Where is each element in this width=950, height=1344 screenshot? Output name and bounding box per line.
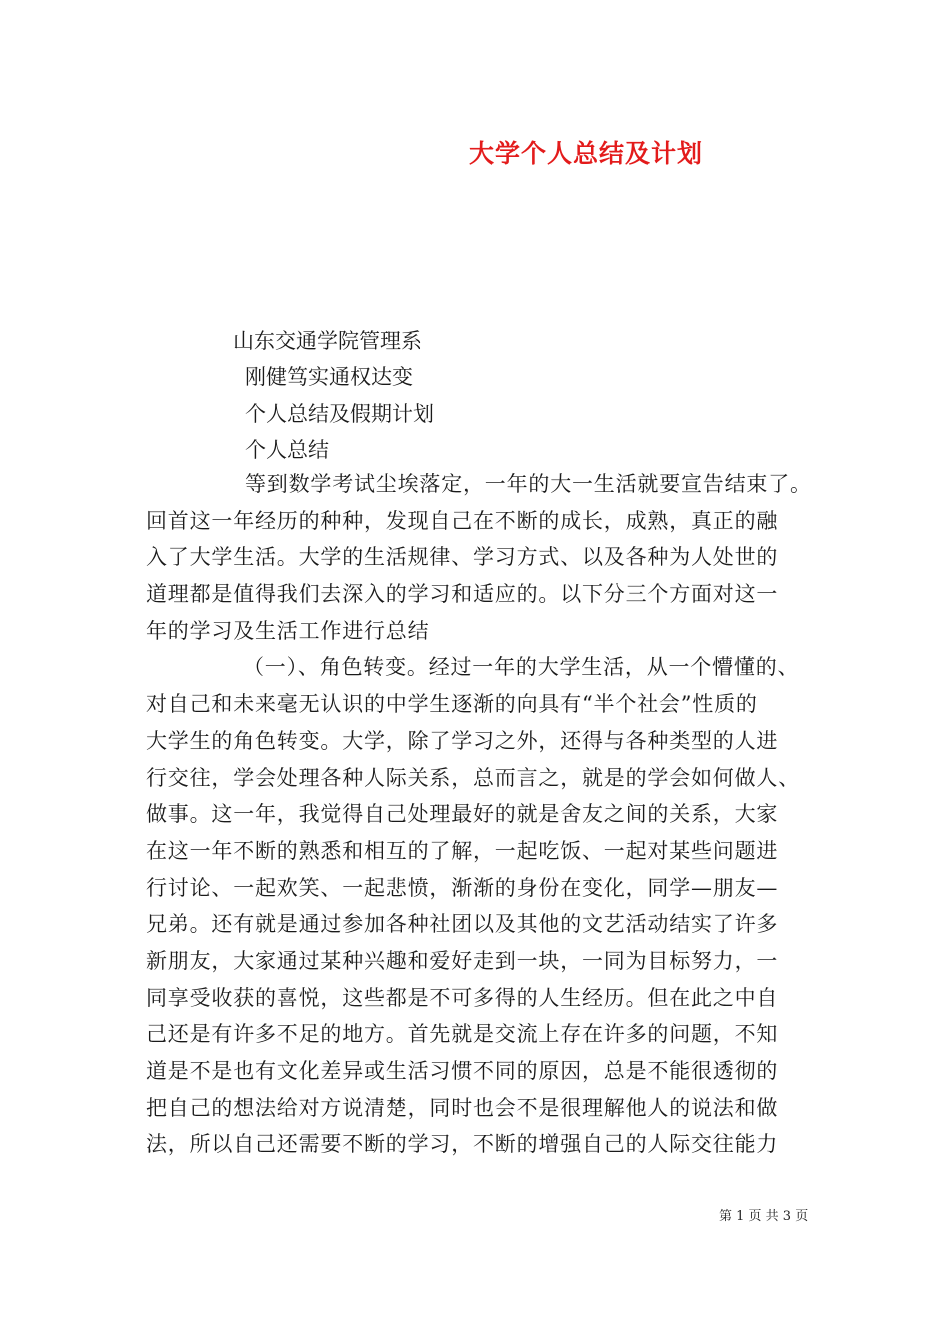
body-line: 行交往，学会处理各种人际关系，总而言之，就是的学会如何做人、 xyxy=(146,765,800,790)
body-line: 道理都是值得我们去深入的学习和适应的。以下分三个方面对这一 xyxy=(146,582,779,607)
body-line: 把自己的想法给对方说清楚，同时也会不是很理解他人的说法和做 xyxy=(146,1095,779,1120)
body-line: 回首这一年经历的种种，发现自己在不断的成长，成熟，真正的融 xyxy=(146,508,779,533)
body-line: 在这一年不断的熟悉和相互的了解，一起吃饭、一起对某些问题进 xyxy=(146,838,779,863)
subtitle-line: 个人总结及假期计划 xyxy=(245,402,434,426)
body-line: 入了大学生活。大学的生活规律、学习方式、以及各种为人处世的 xyxy=(146,545,779,570)
body-line: （一）、角色转变。经过一年的大学生活，从一个懵懂的、 xyxy=(243,655,800,680)
body-line: 做事。这一年，我觉得自己处理最好的就是舍友之间的关系，大家 xyxy=(146,802,779,827)
page-number: 第 1 页 共 3 页 xyxy=(719,1209,809,1224)
body-line: 法，所以自己还需要不断的学习，不断的增强自己的人际交往能力 xyxy=(146,1132,779,1157)
body-line: 年的学习及生活工作进行总结 xyxy=(146,618,430,643)
body-line: 新朋友，大家通过某种兴趣和爱好走到一块，一同为目标努力，一 xyxy=(146,948,779,973)
department-line: 山东交通学院管理系 xyxy=(233,329,422,353)
document-title: 大学个人总结及计划 xyxy=(469,139,704,168)
body-line: 兄弟。还有就是通过参加各种社团以及其他的文艺活动结实了许多 xyxy=(146,912,779,937)
body-line: 道是不是也有文化差异或生活习惯不同的原因，总是不能很透彻的 xyxy=(146,1059,779,1083)
body-line: 行讨论、一起欢笑、一起悲愤，渐渐的身份在变化，同学—朋友— xyxy=(146,875,779,900)
motto-line: 刚健笃实通权达变 xyxy=(245,365,413,389)
body-line: 大学生的角色转变。大学，除了学习之外，还得与各种类型的人进 xyxy=(146,728,779,753)
body-paragraphs xyxy=(146,466,811,1163)
body-line: 等到数学考试尘埃落定，一年的大一生活就要宣告结束了。 xyxy=(245,472,812,496)
section-heading: 个人总结 xyxy=(245,438,329,462)
body-line: 对自己和未来毫无认识的中学生逐渐的向具有“半个社会”性质的 xyxy=(146,692,758,717)
body-line: 己还是有许多不足的地方。首先就是交流上存在许多的问题，不知 xyxy=(146,1022,779,1047)
body-line: 同享受收获的喜悦，这些都是不可多得的人生经历。但在此之中自 xyxy=(146,985,779,1010)
